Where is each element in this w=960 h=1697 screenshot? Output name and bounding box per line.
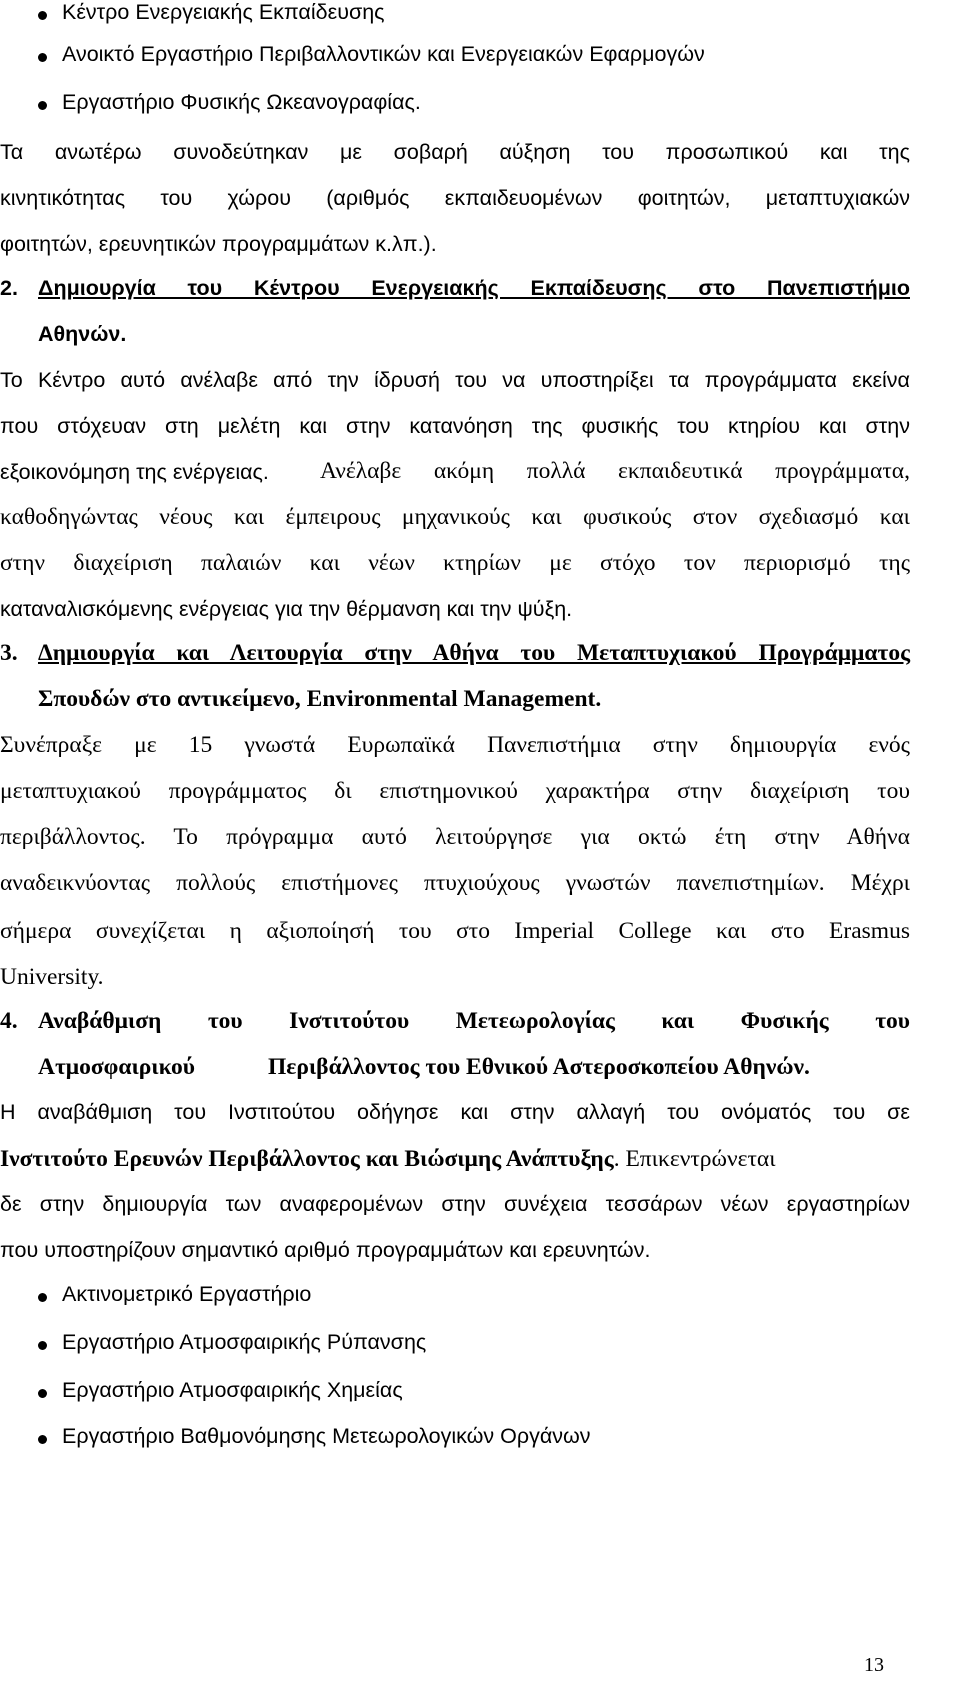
text-line: καταναλισκόμενης ενέργειας για την θέρμανση και την ψύξη. xyxy=(0,597,573,621)
text-line: Το Κέντρο αυτό ανέλαβε από την ίδρυσή του να υποστηρίξει τα προγράμματα εκείνα xyxy=(0,368,910,392)
section-title: Δημιουργία του Κέντρου Ενεργειακής Εκπαίδευσης στο Πανεπιστήμιο xyxy=(38,276,910,300)
text-line: καθοδηγώντας νέους και έμπειρους μηχανικούς και φυσικούς στον σχεδιασμό και xyxy=(0,504,910,530)
bullet-icon xyxy=(38,1293,47,1302)
text-line: μεταπτυχιακού προγράμματος δι επιστημονικού χαρακτήρα στην διαχείριση του xyxy=(0,778,910,804)
bullet-icon xyxy=(38,1341,47,1350)
list-item-text: Ακτινομετρικό Εργαστήριο xyxy=(62,1282,312,1306)
text-line: σήμερα συνεχίζεται η αξιοποίησή του στο Imperial College και στο Erasmus xyxy=(0,918,910,944)
text-line: κινητικότητας του χώρου (αριθμός εκπαιδευομένων φοιτητών, μεταπτυχιακών xyxy=(0,186,910,210)
bullet-icon xyxy=(38,53,47,62)
page-number: 13 xyxy=(864,1654,884,1676)
text-line: Τα ανωτέρω συνοδεύτηκαν με σοβαρή αύξηση του προσωπικού και της xyxy=(0,140,910,164)
bullet-icon xyxy=(38,11,47,20)
text-line: εξοικονόμηση της ενέργειας. Ανέλαβε ακόμη πολλά εκπαιδευτικά προγράμματα, xyxy=(0,458,910,484)
text-line: Συνέπραξε με 15 γνωστά Ευρωπαϊκά Πανεπιστήμια στην δημιουργία ενός xyxy=(0,732,910,758)
text-line: περιβάλλοντος. Το πρόγραμμα αυτό λειτούργησε για οκτώ έτη στην Αθήνα xyxy=(0,824,910,850)
section-number: 4. xyxy=(0,1008,18,1034)
section-title-continued: Περιβάλλοντος του Εθνικού Αστεροσκοπείου Αθηνών. xyxy=(268,1054,810,1080)
list-item-text: Εργαστήριο Φυσικής Ωκεανογραφίας. xyxy=(62,90,421,114)
text-line: που υποστηρίζουν σημαντικό αριθμό προγραμμάτων και ερευνητών. xyxy=(0,1238,651,1262)
text-line: University. xyxy=(0,964,104,990)
section-title-continued: Αθηνών. xyxy=(38,322,127,346)
list-item-text: Εργαστήριο Βαθμονόμησης Μετεωρολογικών Οργάνων xyxy=(62,1424,591,1448)
list-item-text: Κέντρο Ενεργειακής Εκπαίδευσης xyxy=(62,0,385,24)
section-title-continued: Σπουδών στο αντικείμενο, Environmental Management. xyxy=(38,686,602,712)
text-line: αναδεικνύοντας πολλούς επιστήμονες πτυχιούχους γνωστών πανεπιστημίων. Μέχρι xyxy=(0,870,910,896)
text-line: δε στην δημιουργία των αναφερομένων στην συνέχεια τεσσάρων νέων εργαστηρίων xyxy=(0,1192,910,1216)
bullet-icon xyxy=(38,101,47,110)
text-line: φοιτητών, ερευνητικών προγραμμάτων κ.λπ.). xyxy=(0,232,437,256)
text-line: Ινστιτούτο Ερευνών Περιβάλλοντος και Βιώσιμης Ανάπτυξης. Επικεντρώνεται xyxy=(0,1146,776,1172)
section-number: 3. xyxy=(0,640,18,666)
bullet-icon xyxy=(38,1435,47,1444)
list-item-text: Εργαστήριο Ατμοσφαιρικής Χημείας xyxy=(62,1378,403,1402)
text-line: στην διαχείριση παλαιών και νέων κτηρίων με στόχο τον περιορισμό της xyxy=(0,550,910,576)
institute-name: Ινστιτούτο Ερευνών Περιβάλλοντος και Βιώσιμης Ανάπτυξης xyxy=(0,1146,614,1172)
section-title-continued: Ατμοσφαιρικού xyxy=(38,1054,195,1080)
section-title: Αναβάθμιση του Ινστιτούτου Μετεωρολογίας και Φυσικής του xyxy=(38,1008,910,1034)
list-item-text: Εργαστήριο Ατμοσφαιρικής Ρύπανσης xyxy=(62,1330,427,1354)
text-line: Η αναβάθμιση του Ινστιτούτου οδήγησε και στην αλλαγή του ονόματός του σε xyxy=(0,1100,910,1124)
bullet-icon xyxy=(38,1389,47,1398)
list-item-text: Ανοικτό Εργαστήριο Περιβαλλοντικών και Ενεργειακών Εφαρμογών xyxy=(62,42,705,66)
text-line: που στόχευαν στη μελέτη και στην κατανόηση της φυσικής του κτηρίου και στην xyxy=(0,414,910,438)
section-title: Δημιουργία και Λειτουργία στην Αθήνα του Μεταπτυχιακού Προγράμματος xyxy=(38,640,910,666)
section-number: 2. xyxy=(0,276,18,300)
